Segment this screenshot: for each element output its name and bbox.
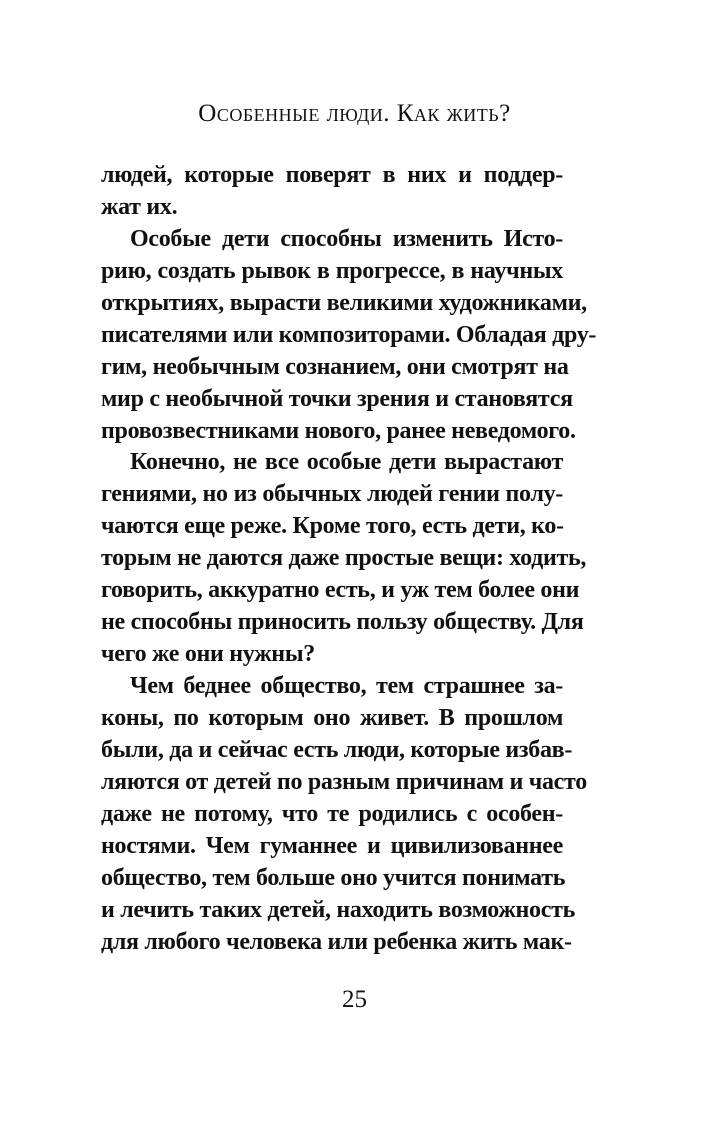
text-line: говорить, аккуратно есть, и уж тем более они — [101, 577, 580, 604]
text-line: жат их. — [101, 193, 178, 220]
text-line: ностями. Чем гуманнее и цивилизованнее — [101, 832, 563, 859]
text-line: провозвестниками нового, ранее неведомого. — [101, 417, 576, 444]
text-line: открытиях, вырасти великими художниками, — [101, 289, 587, 316]
running-head: Особенные люди. Как жить? — [198, 100, 511, 127]
text-line: Конечно, не все особые дети вырастают — [130, 449, 563, 476]
text-line: чего же они нужны? — [101, 641, 315, 668]
text-line: для любого человека или ребенка жить мак- — [101, 928, 572, 955]
text-line: Чем беднее общество, тем страшнее за- — [130, 673, 563, 699]
text-line: рию, создать рывок в прогрессе, в научных — [101, 257, 563, 284]
text-line: ляются от детей по разным причинам и часто — [101, 768, 587, 795]
text-line: гим, необычным сознанием, они смотрят на — [101, 353, 569, 380]
text-line: Особые дети способны изменить Исто- — [130, 225, 563, 252]
text-line: были, да и сейчас есть люди, которые избав- — [101, 736, 573, 763]
text-line: коны, по которым оно живет. В прошлом — [101, 704, 563, 731]
text-line: мир с необычной точки зрения и становятся — [101, 385, 573, 412]
body-text — [101, 160, 597, 958]
text-line: даже не потому, что те родились с особен- — [101, 800, 563, 827]
page-number: 25 — [342, 986, 367, 1013]
text-line: торым не даются даже простые вещи: ходить, — [101, 545, 587, 572]
text-line: писателями или композиторами. Обладая дру- — [101, 321, 597, 348]
text-line: общество, тем больше оно учится понимать — [101, 864, 566, 891]
text-line: чаются еще реже. Кроме того, есть дети, ко- — [101, 513, 564, 540]
text-line: и лечить таких детей, находить возможность — [101, 896, 575, 923]
text-line: гениями, но из обычных людей гении полу- — [101, 481, 563, 508]
text-line: людей, которые поверят в них и поддер- — [101, 162, 563, 188]
text-line: не способны приносить пользу обществу. Для — [101, 609, 584, 636]
